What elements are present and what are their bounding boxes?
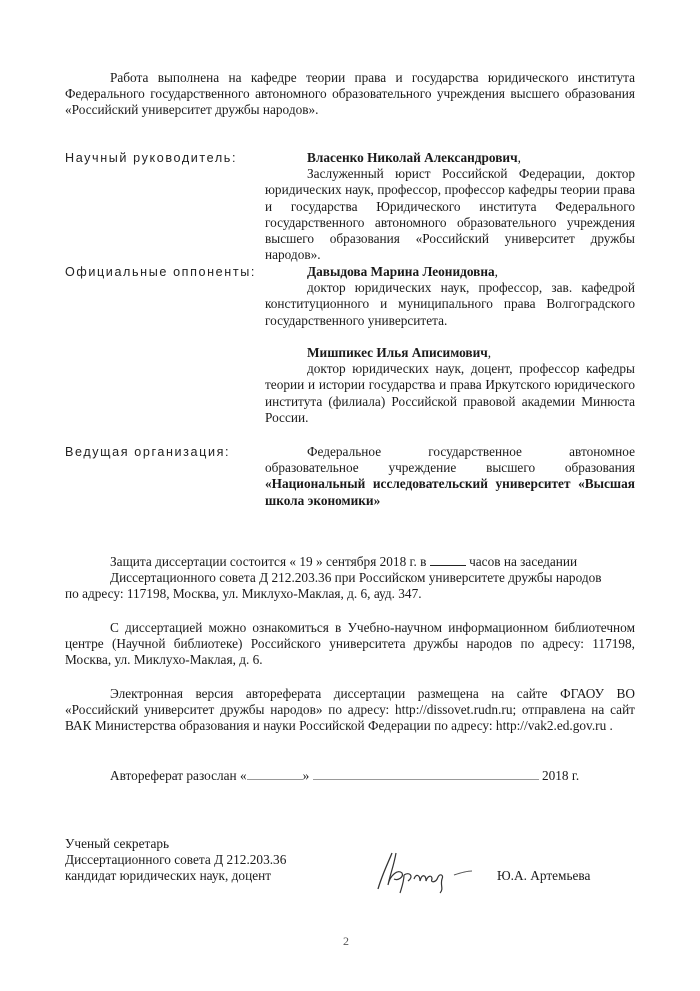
sent-middle: » xyxy=(302,768,310,783)
page-number: 2 xyxy=(343,934,349,948)
intro-paragraph xyxy=(65,70,635,119)
defense-paragraph xyxy=(65,554,635,603)
sent-month-blank xyxy=(313,768,539,780)
opponent-description: доктор юридических наук, доцент, профессор кафедры теории и истории государства и права Иркутского юридического института (филиала) Российской правовой академии Минюста России. xyxy=(265,361,635,425)
leading-org-label: Ведущая организация: xyxy=(65,445,231,459)
sent-year: 2018 г. xyxy=(541,768,580,783)
supervisor-description: Заслуженный юрист Российской Федерации, доктор юридических наук, профессор, профессор кафедры теории права и государства Юридического института Федерального государственного автономного образовательного учреждения высшего образования «Российский университет дружбы народов». xyxy=(265,166,635,263)
defense-line-3: по адресу: 117198, Москва, ул. Миклухо-Маклая, д. 6, ауд. 347. xyxy=(65,586,422,602)
opponent-description: доктор юридических наук, профессор, зав. кафедрой конституционного и муниципального права Волгоградского государственного университета. xyxy=(265,280,635,328)
hour-blank xyxy=(430,554,466,566)
opponent-1-block xyxy=(265,264,635,329)
library-text: С диссертацией можно ознакомиться в Учебно-научном информационном библиотечном центре (Научной библиотеке) Российского университета дружбы народов по адресу: 117198, Москва, ул. Миклухо-Маклая, д. 6. xyxy=(65,620,635,668)
supervisor-name: Власенко Николай Александрович xyxy=(307,150,518,165)
secretary-block xyxy=(65,836,365,885)
library-paragraph xyxy=(65,620,635,669)
secretary-name: Ю.А. Артемьева xyxy=(497,868,591,883)
opponent-name-line xyxy=(265,345,635,361)
opponent-name: Мишпикес Илья Аписимович xyxy=(307,345,488,360)
secretary-degree: кандидат юридических наук, доцент xyxy=(65,868,272,884)
opponent-name: Давыдова Марина Леонидовна xyxy=(307,264,495,279)
supervisor-label: Научный руководитель: xyxy=(65,151,238,165)
opponent-2-block xyxy=(265,345,635,426)
supervisor-block xyxy=(265,150,635,263)
opponent-name-line xyxy=(265,264,635,280)
secretary-council: Диссертационного совета Д 212.203.36 xyxy=(65,852,287,868)
supervisor-name-line xyxy=(265,150,635,166)
supervisor-name-suffix: , xyxy=(517,150,521,165)
defense-line-1 xyxy=(65,554,635,570)
defense-hours-text: часов на заседании xyxy=(469,554,578,569)
opponent-name-suffix: , xyxy=(494,264,498,279)
leading-org-name: «Национальный исследовательский университет «Высшая школа экономики» xyxy=(265,476,635,508)
sent-line xyxy=(110,768,640,784)
signature xyxy=(370,845,480,895)
sent-day-blank xyxy=(247,768,303,780)
electronic-paragraph xyxy=(65,686,635,735)
sent-prefix: Автореферат разослан « xyxy=(110,768,247,783)
intro-text: Работа выполнена на кафедре теории права и государства юридического института Федерального государственного автономного образовательного учреждения высшего образования «Российский университет дружбы народов». xyxy=(65,70,635,118)
defense-date-text: Защита диссертации состоится « 19 » сентября 2018 г. в xyxy=(110,554,427,569)
defense-line-2: Диссертационного совета Д 212.203.36 при Российском университете дружбы народов xyxy=(110,570,602,586)
secretary-title: Ученый секретарь xyxy=(65,836,170,851)
leading-org-text: Федеральное государственное автономное образовательное учреждение высшего образования xyxy=(265,444,635,476)
signature-icon xyxy=(370,845,480,895)
opponent-name-suffix: , xyxy=(487,345,492,360)
leading-org-block xyxy=(265,444,635,509)
electronic-text: Электронная версия автореферата диссертации размещена на сайте ФГАОУ ВО «Российский университет дружбы народов» по адресу: http://dissovet.rudn.ru; отправлена на сайт ВАК Министерства образования и науки Российской Федерации по адресу: http://vak2.ed.gov.ru . xyxy=(65,686,635,734)
opponents-label: Официальные оппоненты: xyxy=(65,265,256,279)
